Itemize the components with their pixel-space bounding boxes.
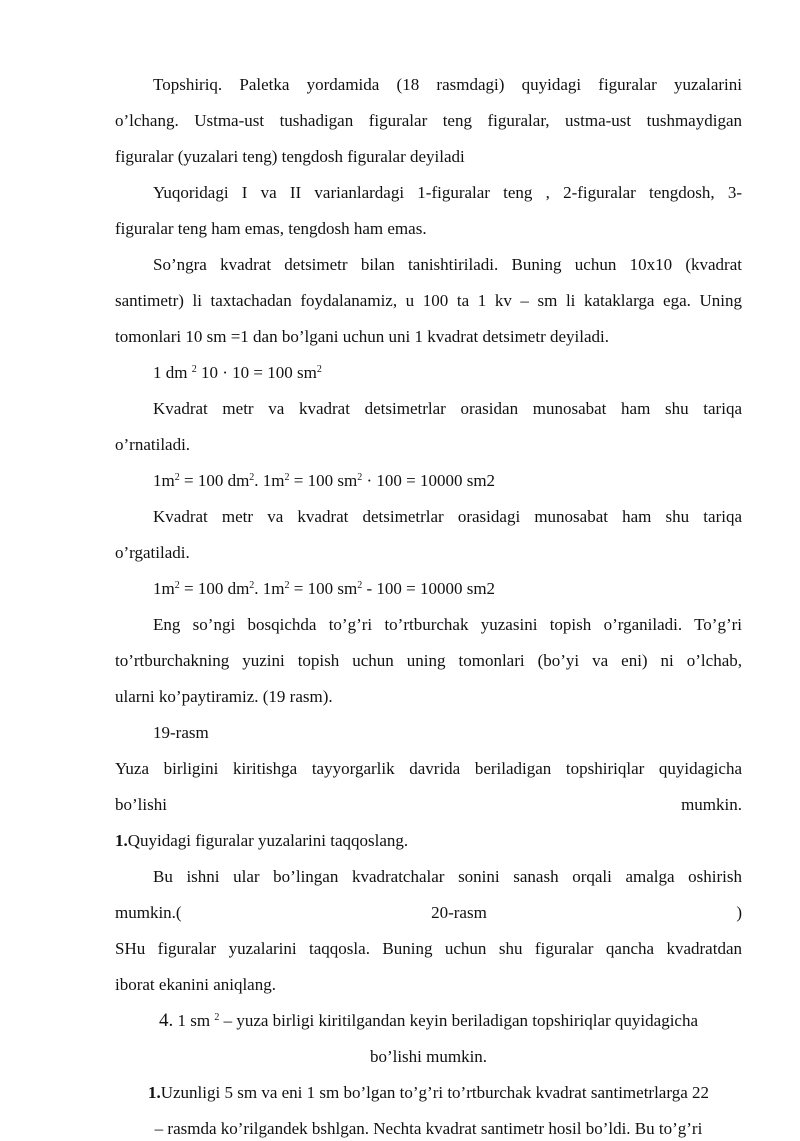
paragraph-line: iborat ekanini aniqlang. [115, 975, 276, 994]
paragraph-line: Yuqoridagi I va II varianlardagi 1-figuralar teng , 2-figuralar tengdosh, 3- [153, 183, 742, 202]
paragraph-line: o’rgatiladi. [115, 543, 190, 562]
section-heading-line: bo’lishi mumkin. [369, 1047, 488, 1066]
task-heading: 1.Quyidagi figuralar yuzalarini taqqoslang. [115, 831, 409, 850]
figure-ref: 20-rasm [431, 903, 487, 922]
paragraph-line: ularni ko’paytiramiz. (19 rasm). [115, 687, 333, 706]
paragraph-line: Kvadrat metr va kvadrat detsimetrlar orasidan munosabat ham shu tariqa [153, 399, 742, 418]
task-line: 1.Uzunligi 5 sm va eni 1 sm bo’lgan to’g’ri to’rtburchak kvadrat santimetrlarga 22 [147, 1083, 710, 1102]
paragraph-line: santimetr) li taxtachadan foydalanamiz, u 100 ta 1 kv – sm li kataklarga ega. Uning [115, 291, 742, 310]
paragraph-line: tomonlari 10 sm =1 dan bo’lgani uchun uni 1 kvadrat detsimetr deyiladi. [115, 327, 609, 346]
section-heading: 4. 1 sm $^2$ – yuza birligi kiritilgandan keyin beriladigan topshiriqlar quyidagicha [158, 1010, 699, 1031]
figure-caption: 19-rasm [153, 723, 209, 742]
paragraph-line: Bu ishni ular bo’lingan kvadratchalar sonini sanash orqali amalga oshirish [153, 867, 742, 886]
paragraph-line: o’lchang. Ustma-ust tushadigan figuralar teng figuralar, ustma-ust tushmaydigan [115, 111, 742, 130]
paragraph-line: figuralar teng ham emas, tengdosh ham emas. [115, 219, 427, 238]
paragraph-line: o’rnatiladi. [115, 435, 191, 454]
task-line: – rasmda ko’rilgandek bshlgan. Nechta kvadrat santimetr hosil bo’ldi. Bu to’g’ri [154, 1119, 703, 1138]
paragraph-line: Eng so’ngi bosqichda to’g’ri to’rtburchak yuzasini topish o’rganiladi. To’g’ri [153, 615, 742, 634]
formula-m2-b: $1m^2 = 100$ $dm^2$. $1m^2 = 100$ $sm^2 - 100 = 10000$ sm2 [153, 579, 496, 598]
paragraph-line: So’ngra kvadrat detsimetr bilan tanishtiriladi. Buning uchun 10x10 (kvadrat [153, 255, 742, 274]
paragraph-line: Yuza birligini kiritishga tayyorgarlik davrida beriladigan topshiriqlar quyidagicha [115, 759, 742, 778]
paragraph-line: Kvadrat metr va kvadrat detsimetrlar orasidagi munosabat ham shu tariqa [153, 507, 742, 526]
paragraph-line: to’rtburchakning yuzini topish uchun uning tomonlari (bo’yi va eni) ni o’lchab, [115, 651, 742, 670]
paragraph-line: figuralar (yuzalari teng) tengdosh figuralar deyiladi [115, 147, 465, 166]
formula-dm2: 1 dm $^2$ 10 · 10 = 100 $sm^2$ [153, 363, 322, 382]
paragraph-line: Topshiriq. Paletka yordamida (18 rasmdagi) quyidagi figuralar yuzalarini [153, 75, 742, 94]
paragraph-line: mumkin.( 20-rasm ) [115, 901, 742, 925]
paragraph-line: SHu figuralar yuzalarini taqqosla. Buning uchun shu figuralar qancha kvadratdan [115, 939, 742, 958]
paragraph-line: bo’lishi mumkin. [115, 795, 742, 814]
formula-m2-a: $1m^2 = 100$ $dm^2$. $1m^2 = 100$ $sm^2 \cdot 100 = 10000$ sm2 [153, 471, 496, 490]
